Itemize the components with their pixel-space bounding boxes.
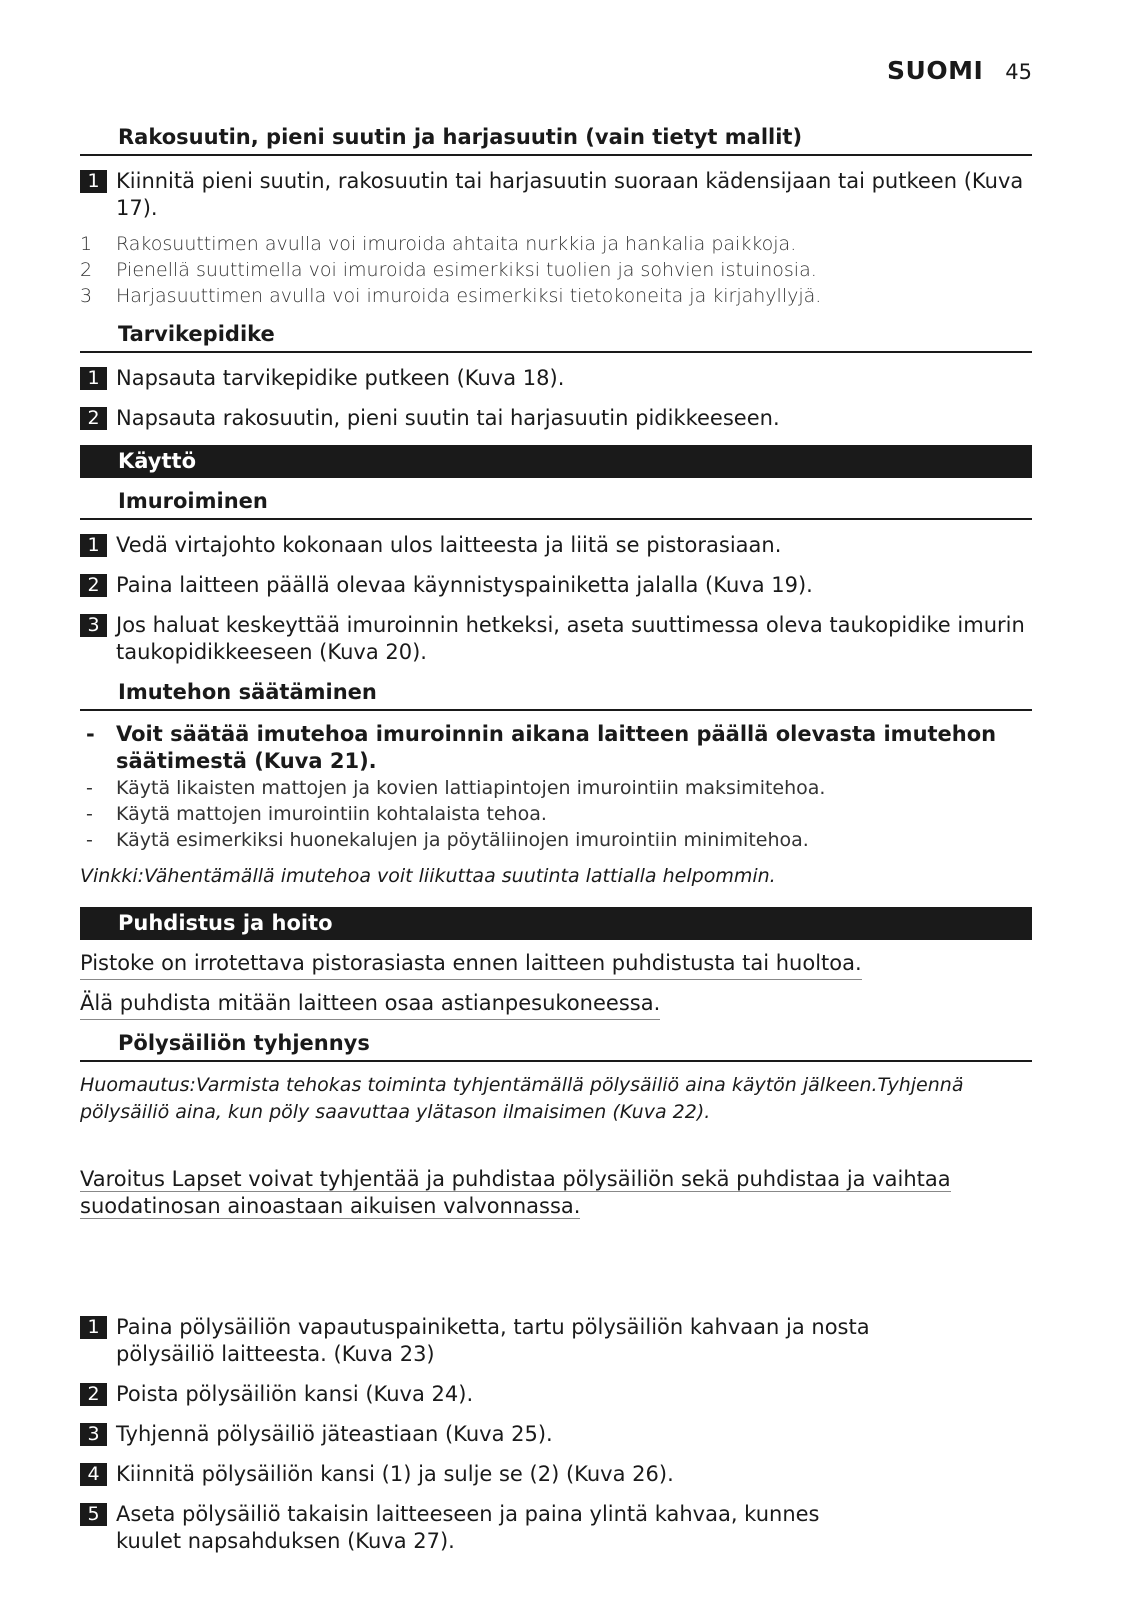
step-number: 2 — [80, 1383, 107, 1406]
page-header — [887, 56, 1032, 85]
empty-container-heading: Pölysäiliön tyhjennys — [80, 1030, 1032, 1062]
step-text: Paina laitteen päällä olevaa käynnistyspainiketta jalalla (Kuva 19). — [116, 573, 813, 597]
step-number: 3 — [80, 1423, 107, 1446]
step — [80, 612, 1032, 666]
step-number: 1 — [80, 534, 107, 557]
item-number: 1 — [80, 233, 93, 255]
step-text: Kiinnitä pieni suutin, rakosuutin tai harjasuutin suoraan kädensijaan tai putkeen (Kuva 17). — [116, 169, 1024, 220]
item-text: Käytä likaisten mattojen ja kovien lattiapintojen imurointiin maksimitehoa. — [116, 777, 826, 799]
step-text: Tyhjennä pölysäiliö jäteastiaan (Kuva 25). — [116, 1422, 553, 1446]
list-item — [80, 775, 1032, 801]
step-text: Kiinnitä pölysäiliön kansi (1) ja sulje se (2) (Kuva 26). — [116, 1462, 674, 1486]
page-content — [80, 124, 1032, 1568]
bullet-dash: - — [86, 803, 93, 825]
nozzle-list — [80, 231, 1032, 309]
step-number: 1 — [80, 1316, 107, 1339]
note-text: Huomautus:Varmista tehokas toiminta tyhjentämällä pölysäiliö aina käytön jälkeen.Tyhjennä pölysäiliö aina, kun pöly saavuttaa ylätason ilmaisimen (Kuva 22). — [80, 1074, 964, 1123]
step-text: Poista pölysäiliön kansi (Kuva 24). — [116, 1382, 474, 1406]
accessory-holder-heading: Tarvikepidike — [80, 321, 1032, 353]
step-text: Aseta pölysäiliö takaisin laitteeseen ja paina ylintä kahvaa, kunnes kuulet napsahduksen (Kuva 27). — [116, 1502, 820, 1553]
list-item — [80, 283, 1032, 309]
page-number: 45 — [1005, 60, 1032, 84]
step — [80, 1461, 1032, 1488]
step — [80, 1421, 1032, 1448]
step-number: 1 — [80, 170, 107, 193]
step-text: Napsauta tarvikepidike putkeen (Kuva 18). — [116, 366, 565, 390]
bullet-dash: - — [86, 722, 95, 746]
bullet-dash: - — [86, 777, 93, 799]
usage-section-bar: Käyttö — [80, 445, 1032, 478]
step-number: 4 — [80, 1463, 107, 1486]
step — [80, 405, 1032, 432]
step — [80, 1314, 1032, 1368]
step-text: Jos haluat keskeyttää imuroinnin hetkeksi, aseta suuttimessa oleva taukopidike imurin taukopidikkeeseen (Kuva 20). — [116, 613, 1025, 664]
step — [80, 1381, 1032, 1408]
list-item — [80, 257, 1032, 283]
step-number: 2 — [80, 574, 107, 597]
item-text: Rakosuuttimen avulla voi imuroida ahtaita nurkkia ja hankalia paikkoja. — [116, 233, 797, 255]
unplug-warning: Pistoke on irrotettava pistorasiasta ennen laitteen puhdistusta tai huoltoa. — [80, 950, 862, 980]
children-warning — [80, 1166, 990, 1220]
step — [80, 365, 1032, 392]
step — [80, 532, 1032, 559]
item-text: Käytä esimerkiksi huonekalujen ja pöytäliinojen imurointiin minimitehoa. — [116, 829, 809, 851]
step-number: 3 — [80, 614, 107, 637]
step-text: Vedä virtajohto kokonaan ulos laitteesta ja liitä se pistorasiaan. — [116, 533, 782, 557]
step — [80, 572, 1032, 599]
item-number: 2 — [80, 259, 93, 281]
bullet-dash: - — [86, 829, 93, 851]
children-warning-text: Varoitus Lapset voivat tyhjentää ja puhdistaa pölysäiliön sekä puhdistaa ja vaihtaa suodatinosan ainoastaan aikuisen valvonnassa. — [80, 1167, 951, 1218]
list-item — [80, 231, 1032, 257]
step-text: Napsauta rakosuutin, pieni suutin tai harjasuutin pidikkeeseen. — [116, 406, 780, 430]
list-item — [80, 827, 1032, 853]
tip-text: Vinkki:Vähentämällä imutehoa voit liikuttaa suutinta lattialla helpommin. — [80, 865, 776, 887]
nozzles-heading: Rakosuutin, pieni suutin ja harjasuutin (vain tietyt mallit) — [80, 124, 1032, 156]
suction-power-list — [80, 721, 1032, 853]
item-text: Harjasuuttimen avulla voi imuroida esimerkiksi tietokoneita ja kirjahyllyjä. — [116, 285, 822, 307]
language-label: SUOMI — [887, 56, 984, 85]
list-item — [80, 801, 1032, 827]
item-text: Pienellä suuttimella voi imuroida esimerkiksi tuolien ja sohvien istuinosia. — [116, 259, 817, 281]
cleaning-section-bar: Puhdistus ja hoito — [80, 907, 1032, 940]
step — [80, 168, 1032, 222]
suction-power-heading: Imutehon säätäminen — [80, 679, 1032, 711]
list-item — [80, 721, 1032, 775]
step-number: 2 — [80, 407, 107, 430]
step-number: 5 — [80, 1503, 107, 1526]
spacer — [80, 1220, 1032, 1314]
step — [80, 1501, 1032, 1555]
step-number: 1 — [80, 367, 107, 390]
vacuuming-heading: Imuroiminen — [80, 488, 1032, 520]
item-number: 3 — [80, 285, 93, 307]
step-text: Paina pölysäiliön vapautuspainiketta, tartu pölysäiliön kahvaan ja nosta pölysäiliö laitteesta. (Kuva 23) — [116, 1315, 870, 1366]
item-text: Käytä mattojen imurointiin kohtalaista tehoa. — [116, 803, 547, 825]
dishwasher-warning: Älä puhdista mitään laitteen osaa astianpesukoneessa. — [80, 990, 660, 1020]
item-text: Voit säätää imutehoa imuroinnin aikana laitteen päällä olevasta imutehon säätimestä (Kuva 21). — [116, 722, 997, 773]
